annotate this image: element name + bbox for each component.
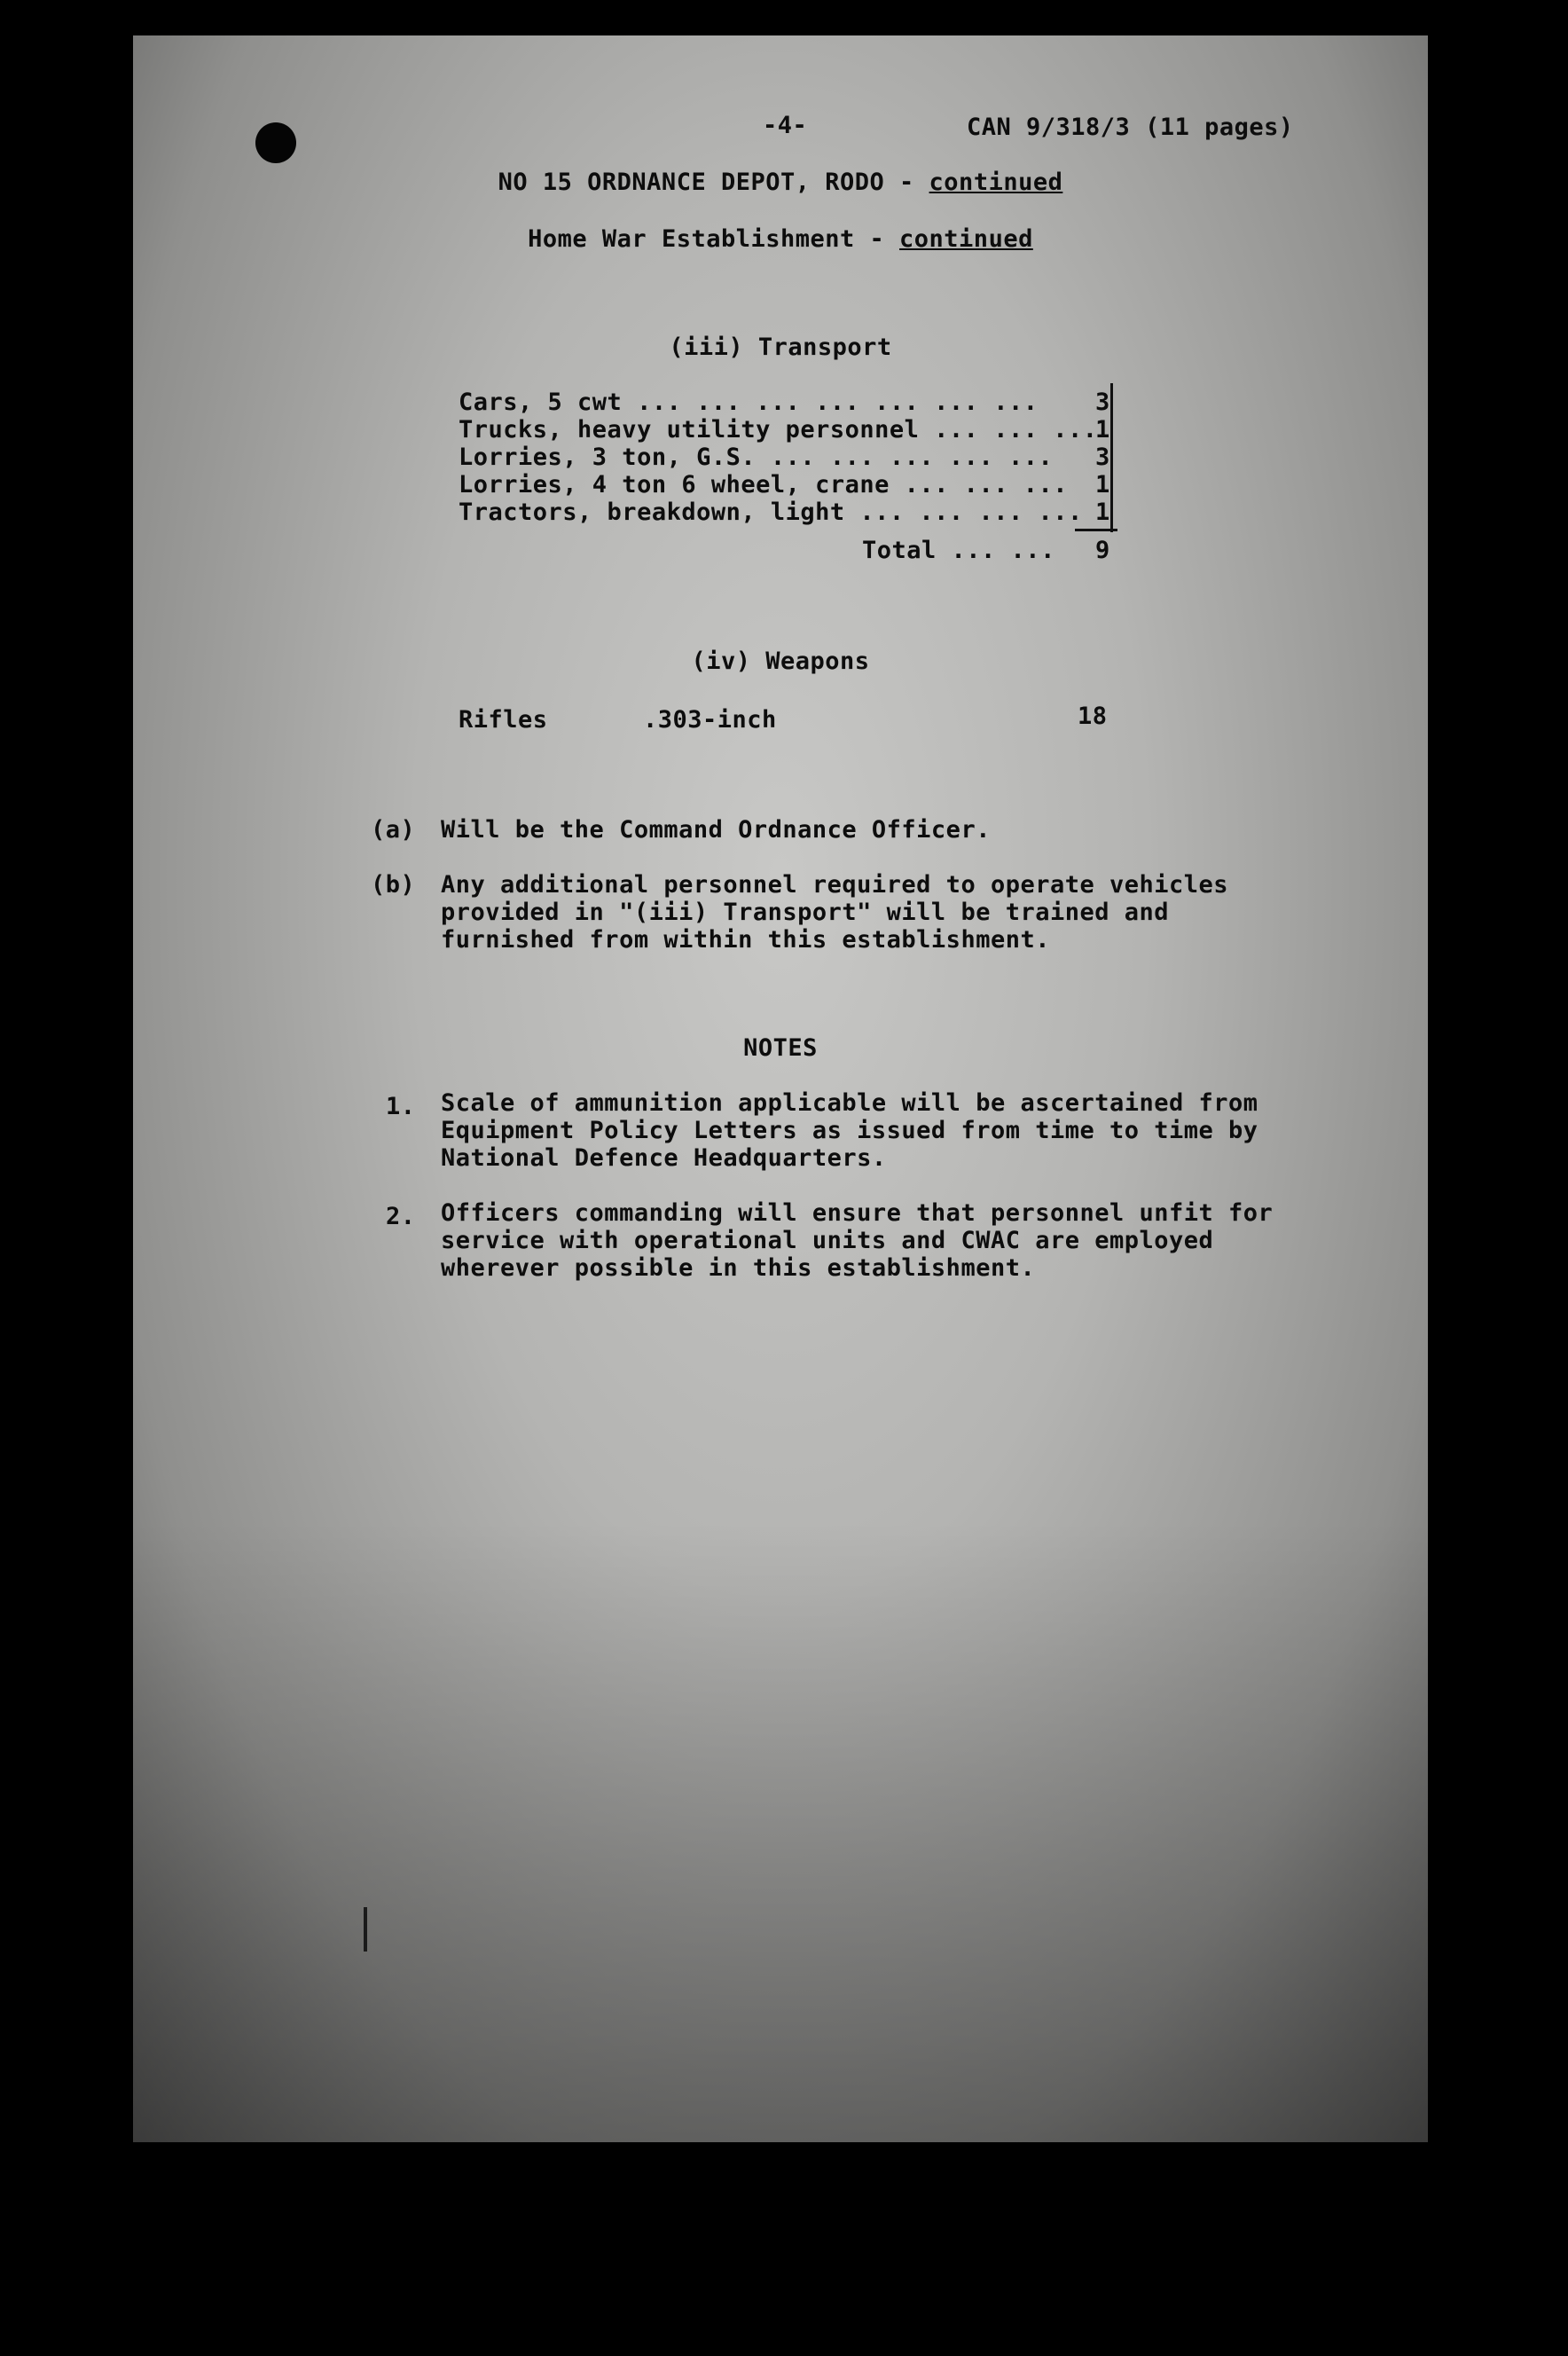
title-place: RODO - [825, 169, 929, 196]
transport-row-label: Lorries, 3 ton, G.S. ... ... ... ... ... [459, 444, 1054, 471]
total-bracket [1110, 383, 1113, 532]
document-reference: CAN 9/318/3 (11 pages) [967, 114, 1294, 141]
footnote-line: furnished from within this establishment. [441, 926, 1050, 954]
note-line: service with operational units and CWAC are employed [441, 1227, 1214, 1254]
note-line: Equipment Policy Letters as issued from time to time by [441, 1117, 1258, 1144]
transport-row-qty: 3 [1095, 444, 1110, 471]
title-prefix: NO 15 ORDNANCE DEPOT, [498, 169, 826, 196]
weapon-qty: 18 [1078, 703, 1108, 730]
note-line: National Defence Headquarters. [441, 1144, 887, 1172]
transport-row-qty: 1 [1095, 499, 1110, 526]
note-number: 1. [386, 1093, 416, 1120]
document-page [133, 35, 1428, 2142]
document-subtitle [133, 225, 1428, 253]
footnote-line: provided in "(iii) Transport" will be trained and [441, 899, 1170, 926]
page-number: -4- [763, 112, 808, 139]
note-line: wherever possible in this establishment. [441, 1254, 1036, 1282]
transport-row-label: Trucks, heavy utility personnel ... ... ... [459, 416, 1098, 444]
transport-row-label: Cars, 5 cwt ... ... ... ... ... ... ... [459, 389, 1039, 416]
transport-row-label: Lorries, 4 ton 6 wheel, crane ... ... ... [459, 471, 1068, 499]
transport-heading: (iii) Transport [669, 334, 892, 361]
weapon-item: Rifles [459, 706, 548, 734]
footnote-line: Will be the Command Ordnance Officer. [441, 816, 991, 844]
footnote-mark: (a) [371, 816, 416, 844]
subtitle-continued: continued [899, 225, 1033, 253]
transport-row-qty: 1 [1095, 416, 1110, 444]
notes-heading: NOTES [743, 1034, 818, 1062]
transport-row-qty: 1 [1095, 471, 1110, 499]
punch-hole [255, 122, 296, 163]
transport-total-label: Total ... ... [862, 537, 1055, 564]
transport-row-qty: 3 [1095, 389, 1110, 416]
document-title [133, 169, 1428, 196]
note-number: 2. [386, 1203, 416, 1230]
transport-total-value: 9 [1095, 537, 1110, 564]
note-line: Scale of ammunition applicable will be ascertained from [441, 1089, 1258, 1117]
title-continued: continued [929, 169, 1063, 196]
margin-mark [364, 1907, 367, 1952]
note-line: Officers commanding will ensure that personnel unfit for [441, 1199, 1274, 1227]
transport-row-label: Tractors, breakdown, light ... ... ... ... [459, 499, 1083, 526]
subtitle-prefix: Home War Establishment - [528, 225, 900, 253]
footnote-mark: (b) [371, 871, 416, 899]
footnote-line: Any additional personnel required to operate vehicles [441, 871, 1229, 899]
weapon-calibre: .303-inch [643, 706, 777, 734]
weapons-heading: (iv) Weapons [691, 648, 870, 675]
